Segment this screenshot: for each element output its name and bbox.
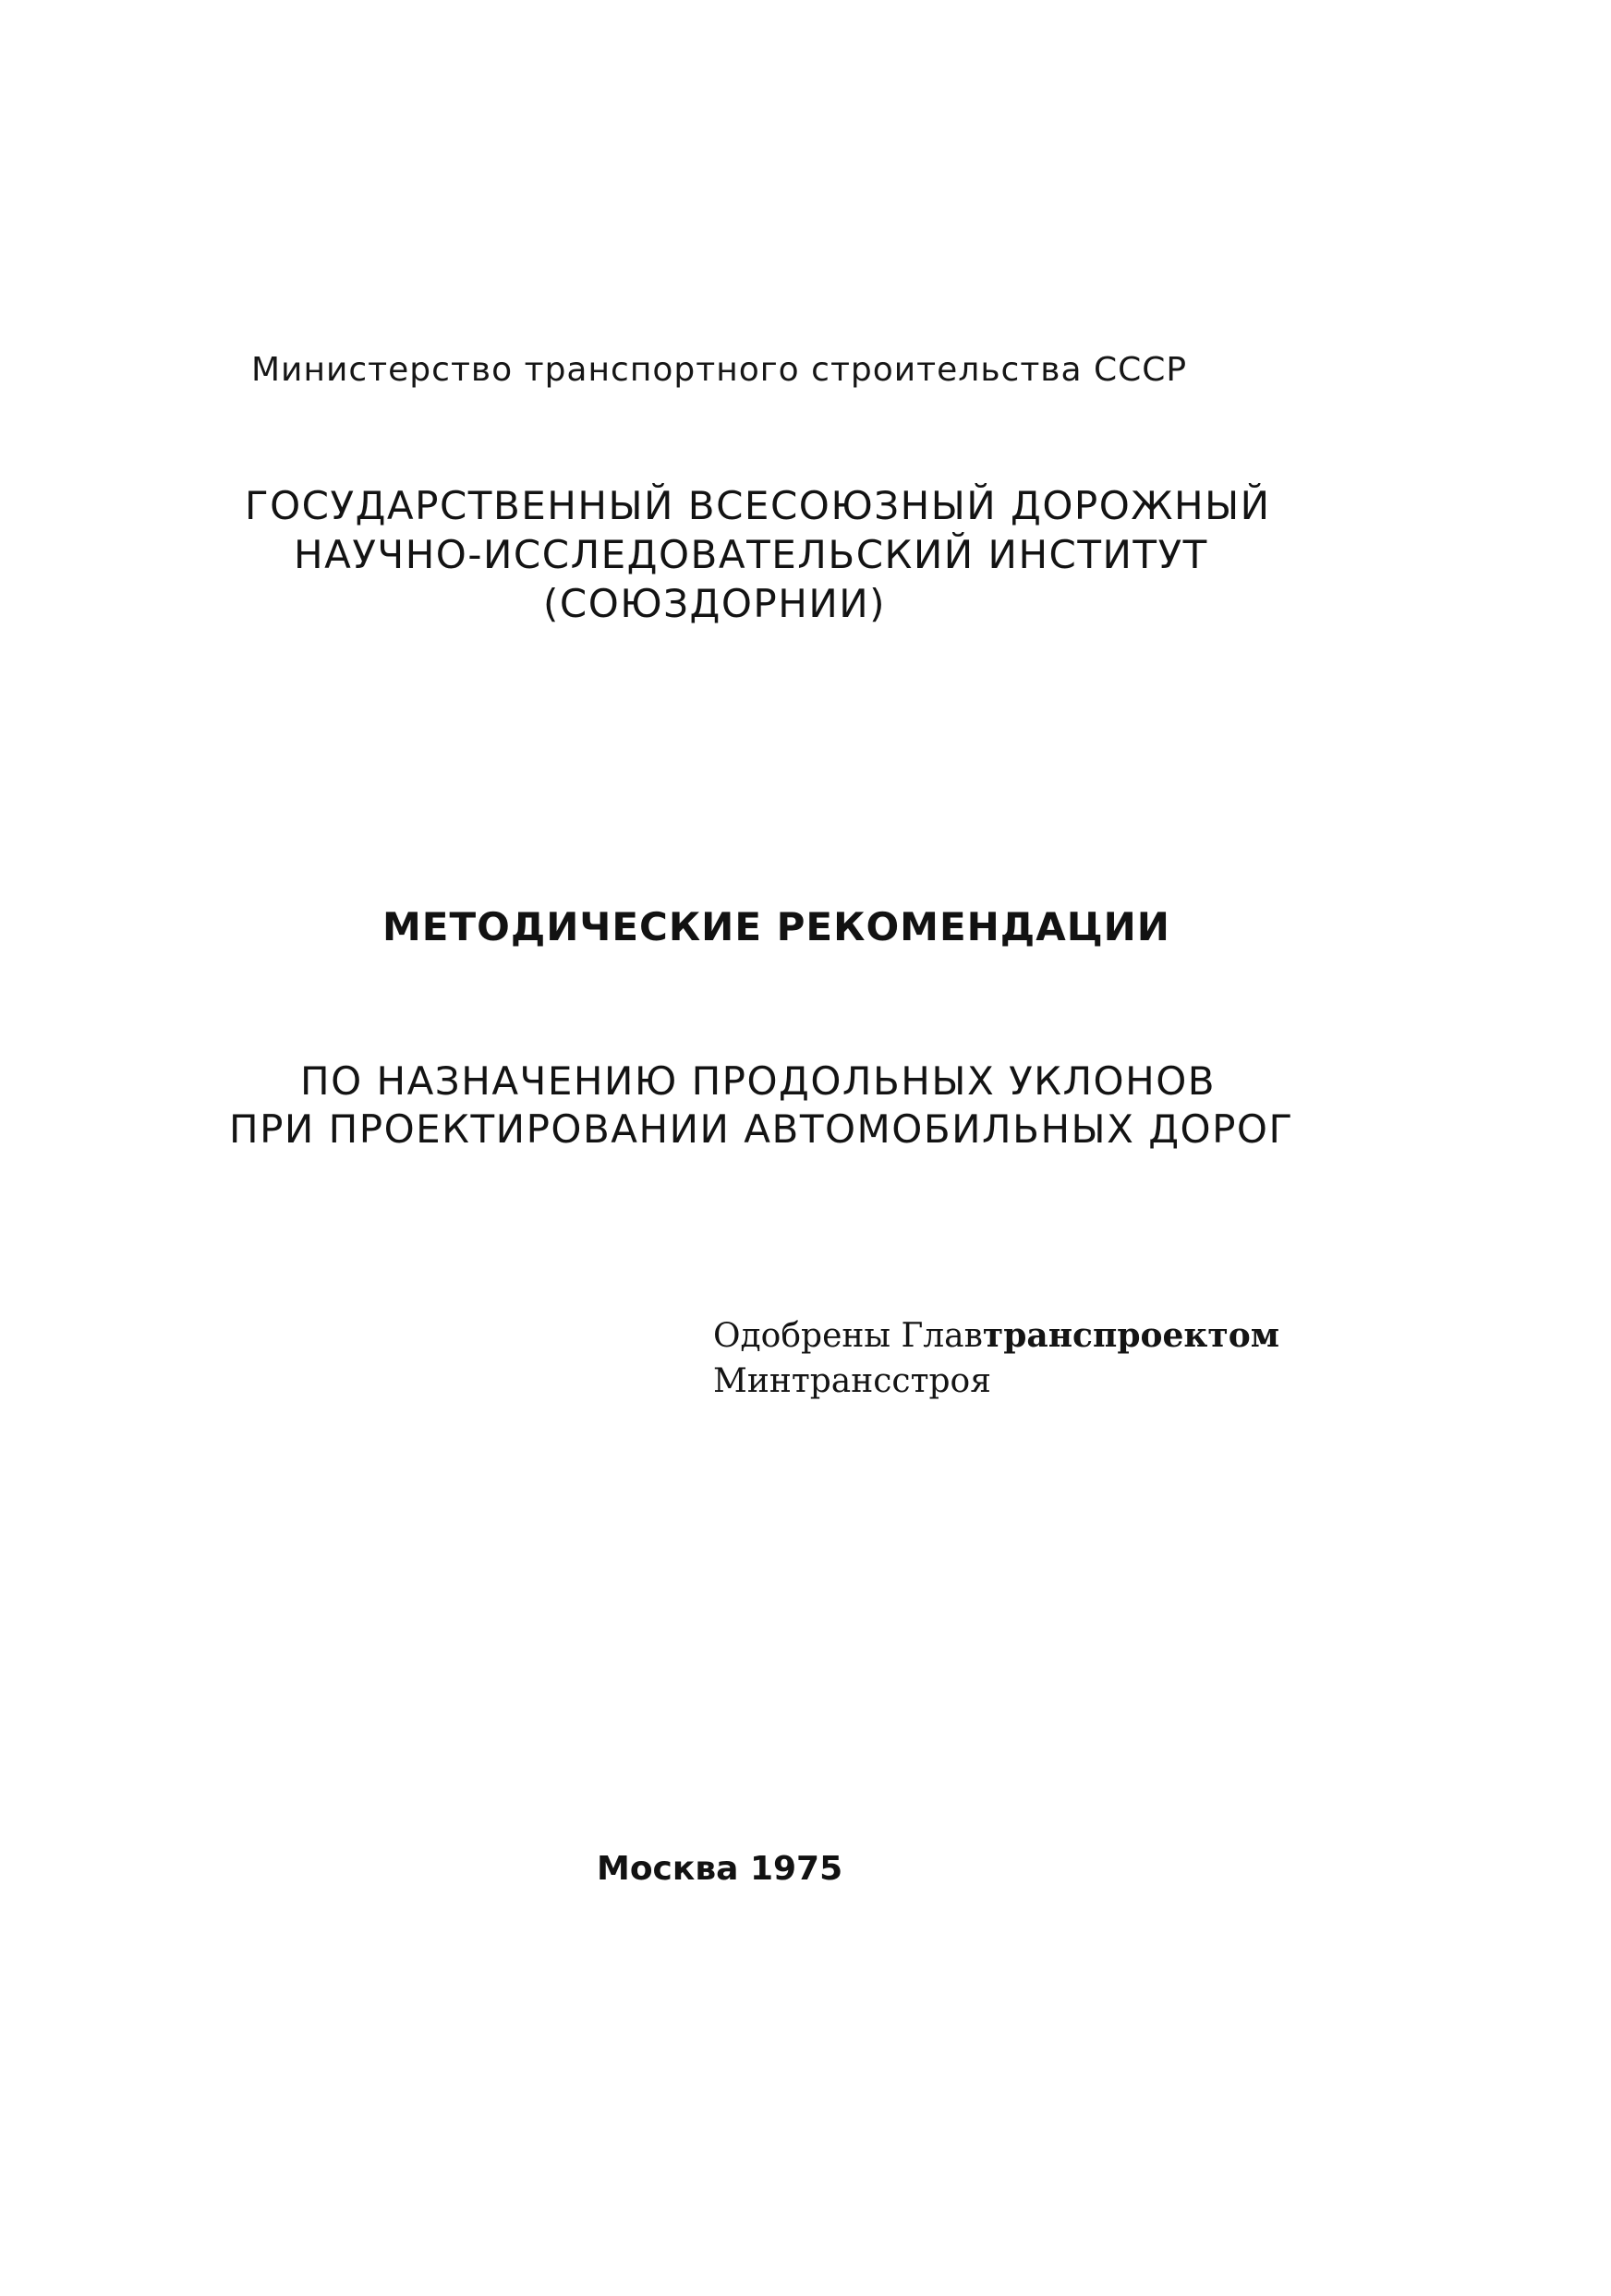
publication-city-year: Москва 1975 (597, 1850, 843, 1888)
document-type-title: МЕТОДИЧЕСКИЕ РЕКОМЕНДАЦИИ (382, 904, 1170, 949)
institute-name-line-1: ГОСУДАРСТВЕННЫЙ ВСЕСОЮЗНЫЙ ДОРОЖНЫЙ (245, 483, 1271, 528)
approval-line-2: Минтрансстроя (713, 1362, 991, 1400)
institute-abbreviation: (СОЮЗДОРНИИ) (543, 581, 887, 626)
institute-name-line-2: НАУЧНО-ИССЛЕДОВАТЕЛЬСКИЙ ИНСТИТУТ (294, 532, 1208, 577)
approval-line-1 (713, 1316, 1351, 1355)
document-subject-line-1: ПО НАЗНАЧЕНИЮ ПРОДОЛЬНЫХ УКЛОНОВ (300, 1058, 1217, 1104)
approval-line-1-bold: транспроектом (982, 1316, 1280, 1355)
ministry-name: Министерство транспортного строительства СССР (251, 351, 1188, 389)
approval-line-1-regular: Одобрены Глав (713, 1317, 983, 1355)
document-subject-line-2: ПРИ ПРОЕКТИРОВАНИИ АВТОМОБИЛЬНЫХ ДОРОГ (229, 1106, 1294, 1152)
